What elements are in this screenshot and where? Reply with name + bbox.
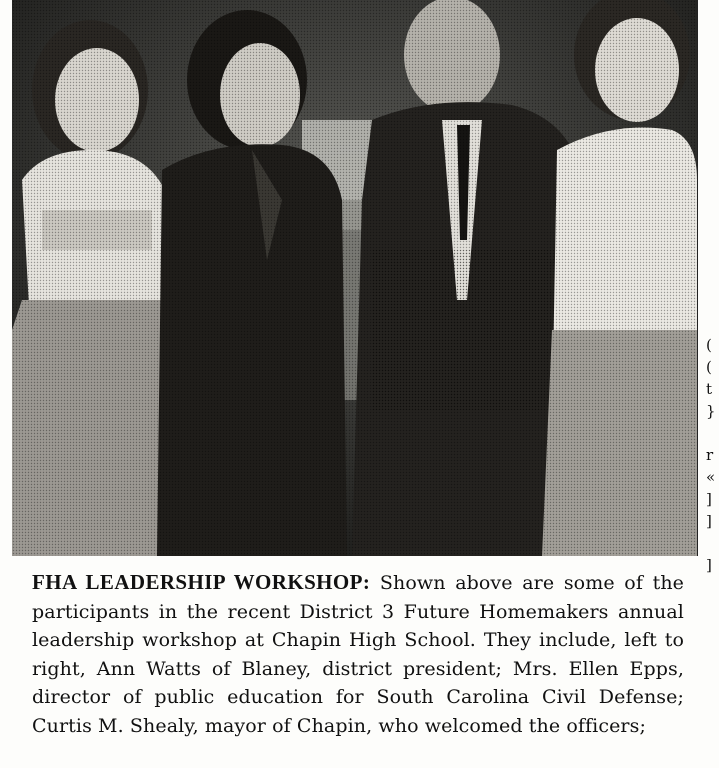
photo-halftone xyxy=(12,0,697,556)
caption-body: Shown above are some of the participants in the recent District 3 Future Homemakers annual leadership workshop at Chapin High School. They include, left to right, Ann Watts of Blaney, district president; Mrs. Ellen Epps, director of public education for South Carolina Civil Defense; Curtis M. Shealy, mayor of Chapin, who welcomed the officers; xyxy=(32,572,685,737)
news-photograph xyxy=(12,0,698,556)
photo-caption xyxy=(32,568,684,740)
adjacent-column-fragment: ( ( t } r « ] ] ] xyxy=(706,336,716,574)
caption-headline: FHA LEADERSHIP WORKSHOP: xyxy=(32,570,371,594)
